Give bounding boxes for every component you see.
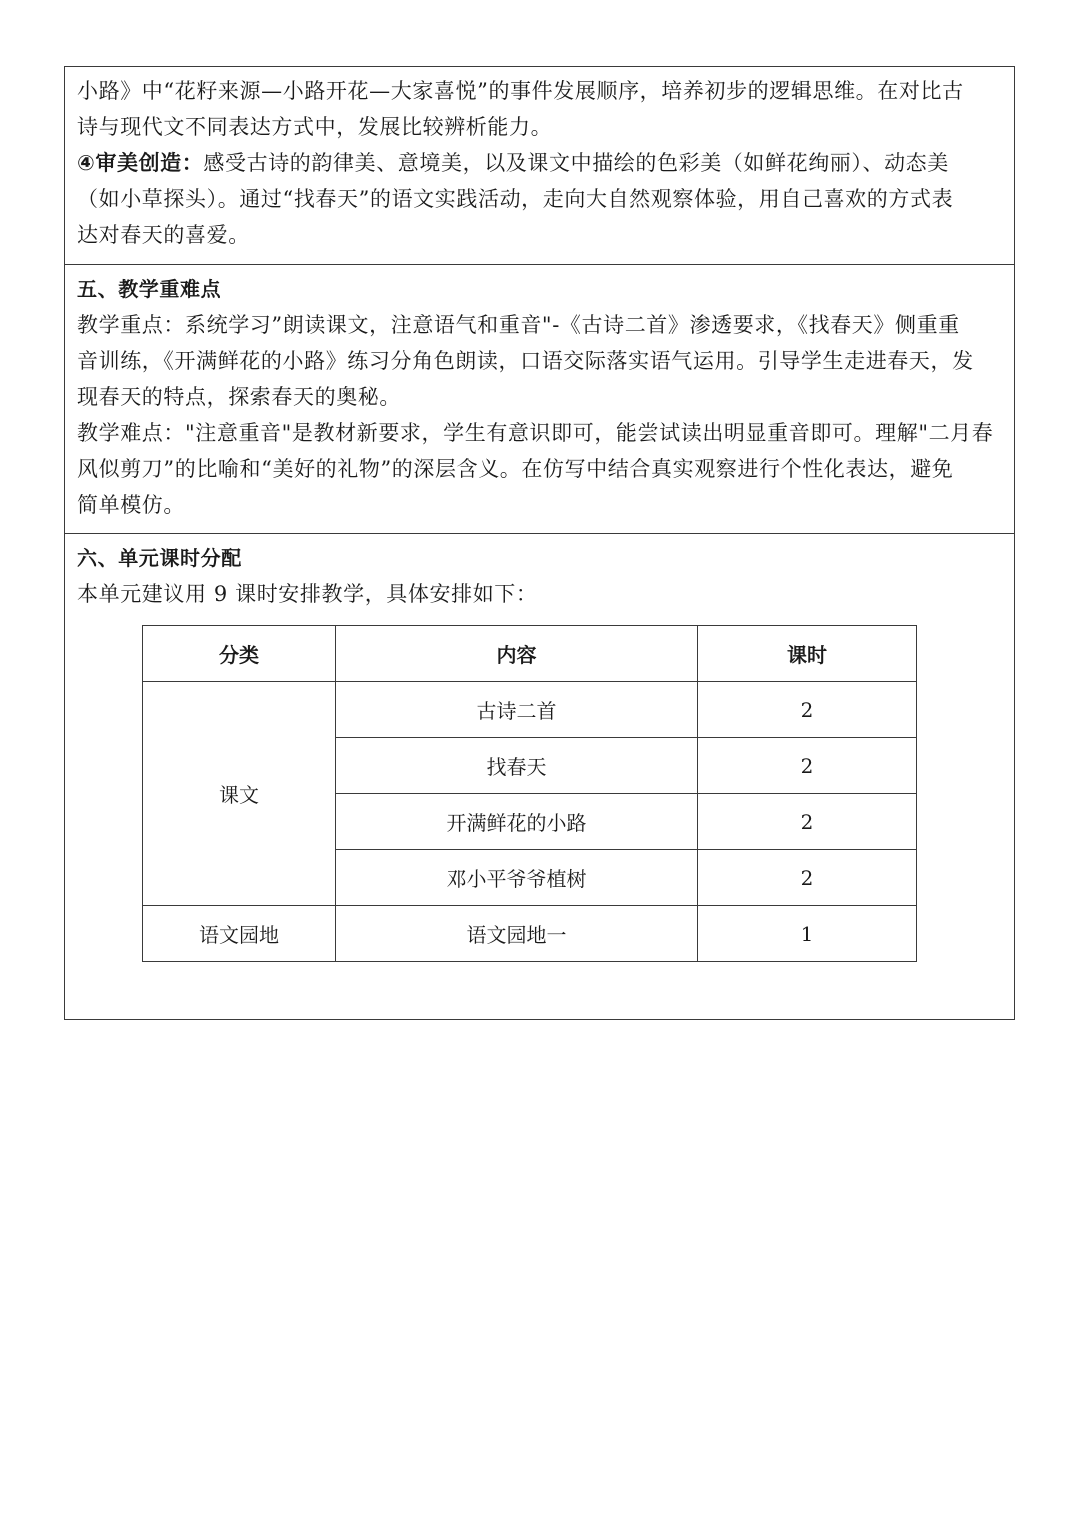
aesthetic-text: 感受古诗的韵律美、意境美，以及课文中描绘的色彩美（如鲜花绚丽）、动态美 (203, 151, 949, 175)
content-cell: 古诗二首 (336, 682, 698, 738)
header-hours: 课时 (698, 626, 917, 682)
section-key-difficult-points (65, 264, 1014, 533)
paragraph-line: （如小草探头）。通过“找春天”的语文实践活动，走向大自然观察体验，用自己喜欢的方式表 (77, 187, 954, 211)
paragraph-line: 简单模仿。 (77, 493, 185, 517)
document-frame (64, 66, 1015, 1020)
paragraph-line: 现春天的特点，探索春天的奥秘。 (77, 385, 401, 409)
hours-cell: 2 (698, 738, 917, 794)
hours-cell: 1 (698, 906, 917, 962)
paragraph-line: 音训练，《开满鲜花的小路》练习分角色朗读，口语交际落实语气运用。引导学生走进春天，发 (77, 349, 974, 373)
hours-cell: 2 (698, 682, 917, 738)
paragraph-line: 教学重点：系统学习”朗读课文，注意语气和重音"-《古诗二首》渗透要求，《找春天》侧重重 (77, 313, 960, 337)
table-header-row (143, 626, 917, 682)
category-cell: 语文园地 (143, 906, 336, 962)
allocation-table (142, 625, 917, 962)
aesthetic-paragraph (77, 145, 1002, 181)
section-continued (65, 67, 1014, 264)
table-row (143, 682, 917, 738)
paragraph-line: 教学难点："注意重音"是教材新要求，学生有意识即可，能尝试读出明显重音即可。理解"二月春 (77, 421, 994, 445)
section-heading: 六、单元课时分配 (77, 546, 242, 570)
hours-cell: 2 (698, 794, 917, 850)
section-heading: 五、教学重难点 (77, 277, 222, 301)
header-content: 内容 (336, 626, 698, 682)
content-cell: 开满鲜花的小路 (336, 794, 698, 850)
section-lesson-allocation (65, 533, 1014, 1019)
category-cell: 课文 (143, 682, 336, 906)
aesthetic-lead: ④审美创造： (77, 151, 204, 175)
hours-cell: 2 (698, 850, 917, 906)
content-cell: 邓小平爷爷植树 (336, 850, 698, 906)
paragraph-line: 达对春天的喜爱。 (77, 223, 250, 247)
header-category: 分类 (143, 626, 336, 682)
content-cell: 找春天 (336, 738, 698, 794)
paragraph-line: 小路》中“花籽来源—小路开花—大家喜悦”的事件发展顺序，培养初步的逻辑思维。在对比古 (77, 79, 964, 103)
intro-text: 本单元建议用 9 课时安排教学，具体安排如下： (77, 582, 538, 606)
paragraph-line: 诗与现代文不同表达方式中，发展比较辨析能力。 (77, 115, 553, 139)
table-row (143, 906, 917, 962)
paragraph-line: 风似剪刀”的比喻和“美好的礼物”的深层含义。在仿写中结合真实观察进行个性化表达，避免 (77, 457, 954, 481)
content-cell: 语文园地一 (336, 906, 698, 962)
